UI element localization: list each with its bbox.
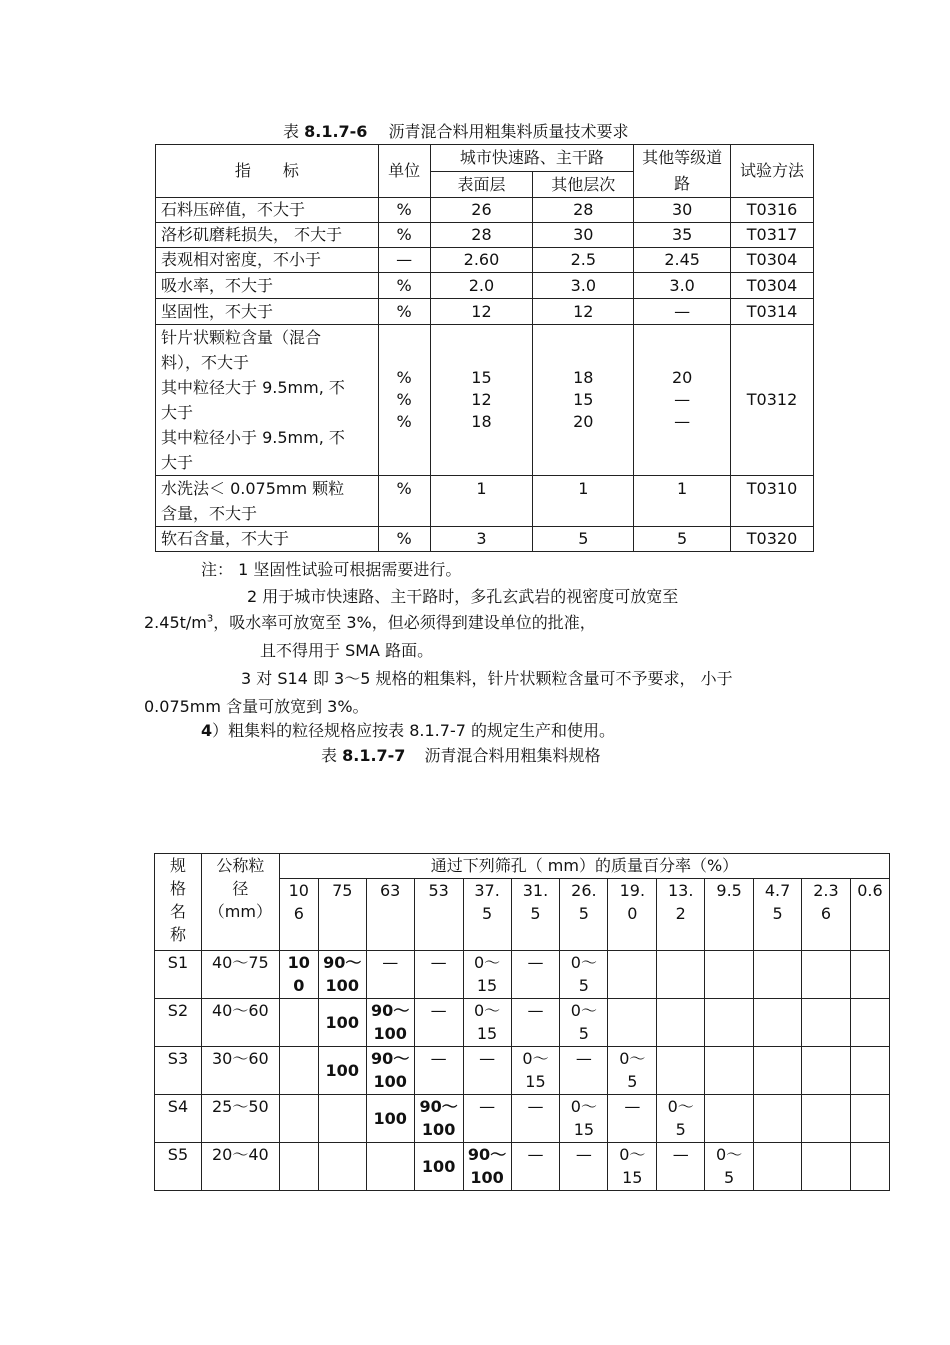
table-row bbox=[156, 299, 814, 325]
passing-value bbox=[705, 951, 754, 999]
row-value: 2.5 bbox=[533, 248, 634, 273]
value-line: 100 bbox=[373, 1109, 407, 1128]
name-line: 其中粒径大于 9.5mm, 不 bbox=[161, 378, 345, 397]
passing-value bbox=[705, 999, 754, 1047]
value-line: 0～ bbox=[522, 1049, 549, 1068]
header-line: 10 bbox=[288, 881, 309, 900]
row-name: 软石含量，不大于 bbox=[156, 527, 379, 552]
passing-value bbox=[463, 1143, 511, 1191]
nominal-size: 20～40 bbox=[201, 1143, 279, 1191]
passing-value bbox=[366, 1047, 414, 1095]
value-line: 0～ bbox=[667, 1097, 694, 1116]
passing-value bbox=[657, 1047, 705, 1095]
passing-value bbox=[318, 1095, 366, 1143]
item-4 bbox=[201, 718, 615, 741]
passing-value bbox=[279, 1047, 318, 1095]
passing-value bbox=[705, 1095, 754, 1143]
value-line: 18 bbox=[471, 412, 492, 431]
nominal-size: 40～60 bbox=[201, 999, 279, 1047]
header-unit: 单位 bbox=[378, 145, 430, 198]
header-nominal-size bbox=[201, 854, 279, 951]
note-3a: 3 对 S14 即 3～5 规格的粗集料，针片状颗粒含量可不予要求， 小于 bbox=[241, 669, 733, 688]
header-line: 6 bbox=[293, 904, 304, 923]
value-line: 0 bbox=[293, 976, 305, 995]
header-line: 63 bbox=[380, 881, 401, 900]
header-line: 4.7 bbox=[764, 881, 791, 900]
row-value: 2.60 bbox=[430, 248, 533, 273]
header-line: 5 bbox=[481, 904, 493, 923]
passing-value bbox=[414, 1095, 463, 1143]
header-line: 19. bbox=[619, 881, 646, 900]
table-row bbox=[156, 273, 814, 299]
table-row-needle-flaky bbox=[156, 325, 814, 476]
row-value bbox=[430, 325, 533, 476]
value-line: 0～ bbox=[570, 1001, 597, 1020]
value-line: 100 bbox=[325, 1061, 359, 1080]
header-line: 公称粒 bbox=[216, 856, 265, 875]
header-other-roads: 其他等级道路 bbox=[634, 145, 731, 198]
value-line: 5 bbox=[675, 1120, 686, 1139]
passing-value bbox=[463, 1095, 511, 1143]
header-line: 13. bbox=[668, 881, 694, 900]
coarse-aggregate-quality-table bbox=[155, 144, 814, 552]
row-name: 洛杉矶磨耗损失， 不大于 bbox=[156, 223, 379, 248]
header-other-layers: 其他层次 bbox=[533, 172, 634, 198]
value-line: 0～ bbox=[570, 953, 597, 972]
table-row bbox=[155, 1095, 890, 1143]
caption-prefix: 表 bbox=[321, 746, 338, 765]
value-line: — bbox=[430, 953, 447, 972]
value-line: 18 bbox=[573, 368, 594, 387]
row-method: T0304 bbox=[731, 273, 814, 299]
name-line: 大于 bbox=[161, 453, 194, 472]
passing-value bbox=[414, 999, 463, 1047]
header-spec-name bbox=[155, 854, 202, 951]
header-line: 名 bbox=[169, 902, 186, 921]
value-line: — bbox=[527, 1097, 544, 1116]
sieve-size-header bbox=[802, 879, 851, 951]
passing-value bbox=[414, 1047, 463, 1095]
row-name: 表观相对密度，不小于 bbox=[156, 248, 379, 273]
value-line: 90～ bbox=[419, 1097, 458, 1116]
spec-name: S5 bbox=[155, 1143, 202, 1191]
value-line: 0～ bbox=[570, 1097, 597, 1116]
passing-value bbox=[560, 951, 608, 999]
value-line: 0～ bbox=[473, 953, 501, 972]
sieve-size-header bbox=[414, 879, 463, 951]
passing-value bbox=[560, 1095, 608, 1143]
passing-value bbox=[754, 1047, 802, 1095]
caption-prefix: 表 bbox=[283, 122, 300, 141]
passing-value bbox=[850, 1143, 889, 1191]
header-line: 0 bbox=[627, 904, 638, 923]
passing-value bbox=[754, 999, 802, 1047]
header-line: 2.3 bbox=[813, 881, 839, 900]
value-line: — bbox=[672, 1145, 689, 1164]
value-line: — bbox=[430, 1001, 447, 1020]
caption-number: 8.1.7-6 bbox=[304, 122, 368, 141]
table-row bbox=[156, 527, 814, 552]
row-method: T0312 bbox=[731, 325, 814, 476]
passing-value bbox=[463, 951, 511, 999]
item-4-text: ）粗集料的粒径规格应按表 8.1.7-7 的规定生产和使用。 bbox=[212, 721, 615, 740]
row-value: 30 bbox=[533, 223, 634, 248]
row-unit: % bbox=[378, 527, 430, 552]
table-row bbox=[155, 1143, 890, 1191]
passing-value bbox=[318, 999, 366, 1047]
row-value: 2.0 bbox=[430, 273, 533, 299]
header-line: 5 bbox=[772, 904, 783, 923]
passing-value bbox=[802, 1143, 851, 1191]
row-method: T0320 bbox=[731, 527, 814, 552]
row-unit: % bbox=[378, 223, 430, 248]
row-value: 35 bbox=[634, 223, 731, 248]
passing-value bbox=[850, 951, 889, 999]
header-line: 9.5 bbox=[716, 881, 742, 900]
name-line: 含量，不大于 bbox=[161, 504, 258, 523]
value-line: 15 bbox=[573, 1120, 595, 1139]
passing-value bbox=[657, 1143, 705, 1191]
value-line: — bbox=[527, 953, 544, 972]
row-value: 28 bbox=[533, 198, 634, 223]
passing-value bbox=[608, 1047, 657, 1095]
value-line: — bbox=[382, 953, 399, 972]
row-value: 5 bbox=[533, 527, 634, 552]
value-line: 100 bbox=[325, 976, 359, 995]
value-line: — bbox=[575, 1145, 592, 1164]
value-line: 100 bbox=[325, 1013, 359, 1032]
passing-value bbox=[318, 951, 366, 999]
value-line: 15 bbox=[622, 1168, 643, 1187]
table-row-wash bbox=[156, 476, 814, 527]
sieve-size-header bbox=[463, 879, 511, 951]
value-line: 90～ bbox=[323, 953, 362, 972]
header-line: 径 bbox=[232, 879, 249, 898]
passing-value bbox=[560, 999, 608, 1047]
value-line: 15 bbox=[573, 390, 594, 409]
passing-value bbox=[850, 1047, 889, 1095]
passing-value bbox=[318, 1047, 366, 1095]
name-line: 针片状颗粒含量（混合 bbox=[161, 328, 322, 347]
passing-value bbox=[657, 999, 705, 1047]
row-unit: % bbox=[378, 476, 430, 527]
value-line: 12 bbox=[471, 390, 492, 409]
sieve-size-header bbox=[511, 879, 560, 951]
row-value: 1 bbox=[634, 476, 731, 527]
value-line: 20 bbox=[573, 412, 594, 431]
row-value: 2.45 bbox=[634, 248, 731, 273]
nominal-size: 25～50 bbox=[201, 1095, 279, 1143]
header-test-method: 试验方法 bbox=[731, 145, 814, 198]
passing-value bbox=[511, 1143, 560, 1191]
name-line: 料），不大于 bbox=[161, 353, 250, 372]
spec-name: S3 bbox=[155, 1047, 202, 1095]
header-line: 53 bbox=[428, 881, 449, 900]
table-row bbox=[156, 248, 814, 273]
header-line: 26. bbox=[571, 881, 597, 900]
nominal-size: 40～75 bbox=[201, 951, 279, 999]
value-line: — bbox=[674, 390, 691, 409]
sieve-size-header bbox=[318, 879, 366, 951]
passing-value bbox=[850, 999, 889, 1047]
note-2a: 2 用于城市快速路、主干路时，多孔玄武岩的视密度可放宽至 bbox=[247, 587, 679, 606]
passing-value bbox=[802, 1095, 851, 1143]
header-line: 规 bbox=[169, 856, 186, 875]
row-value: 30 bbox=[634, 198, 731, 223]
sieve-size-header bbox=[657, 879, 705, 951]
value-line: 10 bbox=[287, 953, 310, 972]
name-line: 其中粒径小于 9.5mm, 不 bbox=[161, 428, 345, 447]
row-value: 5 bbox=[634, 527, 731, 552]
header-line: 31. bbox=[522, 881, 549, 900]
header-line: 5 bbox=[530, 904, 541, 923]
value-line: 5 bbox=[627, 1072, 638, 1091]
passing-value bbox=[279, 951, 318, 999]
table-row bbox=[156, 198, 814, 223]
row-method: T0317 bbox=[731, 223, 814, 248]
header-indicator: 指 标 bbox=[156, 145, 379, 198]
row-value: 12 bbox=[533, 299, 634, 325]
note-2c: 且不得用于 SMA 路面。 bbox=[260, 641, 434, 660]
row-value: 3.0 bbox=[634, 273, 731, 299]
note-2b-sup: 3 bbox=[206, 613, 214, 625]
passing-value bbox=[511, 1095, 560, 1143]
value-line: 100 bbox=[421, 1120, 456, 1139]
value-line: 100 bbox=[470, 1168, 504, 1187]
name-line: 水洗法＜ 0.075mm 颗粒 bbox=[161, 479, 345, 498]
row-name: 石料压碎值，不大于 bbox=[156, 198, 379, 223]
passing-value bbox=[366, 1095, 414, 1143]
row-value: 1 bbox=[533, 476, 634, 527]
sieve-size-header bbox=[279, 879, 318, 951]
passing-value bbox=[657, 1095, 705, 1143]
passing-value bbox=[366, 951, 414, 999]
row-value: 1 bbox=[430, 476, 533, 527]
row-unit: % bbox=[378, 198, 430, 223]
unit-line: % bbox=[396, 412, 412, 431]
passing-value bbox=[608, 1095, 657, 1143]
table-row bbox=[155, 951, 890, 999]
passing-value bbox=[511, 951, 560, 999]
passing-value bbox=[608, 951, 657, 999]
passing-value bbox=[511, 999, 560, 1047]
row-method: T0310 bbox=[731, 476, 814, 527]
item-4-number: 4 bbox=[201, 721, 213, 740]
sieve-size-header bbox=[366, 879, 414, 951]
passing-value bbox=[463, 999, 511, 1047]
table-row bbox=[155, 999, 890, 1047]
value-line: — bbox=[527, 1001, 544, 1020]
table-row bbox=[155, 1047, 890, 1095]
value-line: — bbox=[575, 1049, 592, 1068]
row-unit: % bbox=[378, 273, 430, 299]
note-2b-pre: 2.45t/m bbox=[144, 613, 207, 632]
passing-value bbox=[608, 1143, 657, 1191]
passing-value bbox=[560, 1143, 608, 1191]
sieve-size-header bbox=[850, 879, 889, 951]
value-line: 20 bbox=[671, 368, 693, 387]
value-line: 0～ bbox=[619, 1049, 646, 1068]
name-line: 大于 bbox=[161, 403, 194, 422]
value-line: 15 bbox=[476, 1024, 498, 1043]
passing-value bbox=[279, 1143, 318, 1191]
row-name bbox=[156, 325, 379, 476]
header-line: 75 bbox=[332, 881, 353, 900]
passing-value bbox=[279, 1095, 318, 1143]
note-2b-post: ，吸水率可放宽至 3%，但必须得到建设单位的批准， bbox=[213, 613, 596, 632]
passing-value bbox=[560, 1047, 608, 1095]
row-value: — bbox=[634, 299, 731, 325]
row-value: 3.0 bbox=[533, 273, 634, 299]
value-line: 0～ bbox=[716, 1145, 743, 1164]
row-name: 坚固性，不大于 bbox=[156, 299, 379, 325]
value-line: 0～ bbox=[619, 1145, 646, 1164]
nominal-size: 30～60 bbox=[201, 1047, 279, 1095]
row-value: 28 bbox=[430, 223, 533, 248]
passing-value bbox=[279, 999, 318, 1047]
row-name: 吸水率，不大于 bbox=[156, 273, 379, 299]
sieve-size-header bbox=[754, 879, 802, 951]
spec-name: S1 bbox=[155, 951, 202, 999]
row-value bbox=[634, 325, 731, 476]
row-method: T0316 bbox=[731, 198, 814, 223]
row-value bbox=[533, 325, 634, 476]
value-line: — bbox=[479, 1097, 496, 1116]
header-line: 5 bbox=[578, 904, 589, 923]
header-line: 格 bbox=[169, 879, 186, 898]
row-unit bbox=[378, 325, 430, 476]
row-value: 12 bbox=[430, 299, 533, 325]
header-line: 37. bbox=[474, 881, 500, 900]
passing-value bbox=[802, 951, 851, 999]
note-3b: 0.075mm 含量可放宽到 3%。 bbox=[144, 697, 369, 716]
header-city-roads: 城市快速路、主干路 bbox=[430, 145, 634, 172]
row-unit: — bbox=[378, 248, 430, 273]
value-line: 5 bbox=[724, 1168, 735, 1187]
spec-name: S2 bbox=[155, 999, 202, 1047]
value-line: 15 bbox=[476, 976, 498, 995]
row-method: T0304 bbox=[731, 248, 814, 273]
passing-value bbox=[366, 999, 414, 1047]
value-line: 15 bbox=[525, 1072, 546, 1091]
header-surface-layer: 表面层 bbox=[430, 172, 533, 198]
passing-value bbox=[802, 999, 851, 1047]
unit-line: % bbox=[396, 368, 412, 387]
note-2b bbox=[144, 610, 596, 633]
value-line: 100 bbox=[373, 1072, 407, 1091]
passing-value bbox=[802, 1047, 851, 1095]
value-line: 90～ bbox=[371, 1001, 410, 1020]
caption-title: 沥青混合料用粗集料规格 bbox=[424, 746, 601, 765]
header-line: 2 bbox=[675, 904, 686, 923]
passing-value bbox=[705, 1047, 754, 1095]
row-method: T0314 bbox=[731, 299, 814, 325]
header-line: 称 bbox=[169, 925, 186, 944]
header-line: 6 bbox=[820, 904, 832, 923]
caption-number: 8.1.7-7 bbox=[342, 746, 406, 765]
value-line: — bbox=[527, 1145, 544, 1164]
row-unit: % bbox=[378, 299, 430, 325]
header-passing-percent: 通过下列筛孔（ mm）的质量百分率（%） bbox=[279, 854, 889, 879]
value-line: — bbox=[674, 412, 691, 431]
spec-name: S4 bbox=[155, 1095, 202, 1143]
value-line: — bbox=[479, 1049, 496, 1068]
value-line: 15 bbox=[471, 368, 492, 387]
passing-value bbox=[657, 951, 705, 999]
value-line: 5 bbox=[578, 976, 589, 995]
sieve-size-header bbox=[560, 879, 608, 951]
passing-value bbox=[463, 1047, 511, 1095]
sieve-size-header bbox=[705, 879, 754, 951]
table-row bbox=[156, 223, 814, 248]
header-line: （mm） bbox=[208, 902, 272, 921]
coarse-aggregate-spec-table bbox=[154, 853, 890, 1191]
row-value: 26 bbox=[430, 198, 533, 223]
table2-caption bbox=[321, 743, 601, 766]
passing-value bbox=[754, 951, 802, 999]
value-line: 100 bbox=[373, 1024, 407, 1043]
note-1: 注： 1 坚固性试验可根据需要进行。 bbox=[201, 560, 462, 579]
value-line: 100 bbox=[421, 1157, 456, 1176]
passing-value bbox=[366, 1143, 414, 1191]
value-line: — bbox=[430, 1049, 447, 1068]
passing-value bbox=[754, 1095, 802, 1143]
sieve-size-header bbox=[608, 879, 657, 951]
passing-value bbox=[414, 1143, 463, 1191]
passing-value bbox=[850, 1095, 889, 1143]
passing-value bbox=[511, 1047, 560, 1095]
passing-value bbox=[608, 999, 657, 1047]
passing-value bbox=[318, 1143, 366, 1191]
row-value: 3 bbox=[430, 527, 533, 552]
passing-value bbox=[414, 951, 463, 999]
passing-value bbox=[754, 1143, 802, 1191]
value-line: 90～ bbox=[467, 1145, 507, 1164]
passing-value bbox=[705, 1143, 754, 1191]
table1-caption bbox=[283, 119, 629, 142]
caption-title: 沥青混合料用粗集料质量技术要求 bbox=[388, 122, 629, 141]
row-name bbox=[156, 476, 379, 527]
value-line: — bbox=[624, 1097, 641, 1116]
value-line: 0～ bbox=[473, 1001, 501, 1020]
value-line: 90～ bbox=[371, 1049, 410, 1068]
header-line: 0.6 bbox=[857, 881, 883, 900]
value-line: 5 bbox=[578, 1024, 589, 1043]
unit-line: % bbox=[396, 390, 412, 409]
